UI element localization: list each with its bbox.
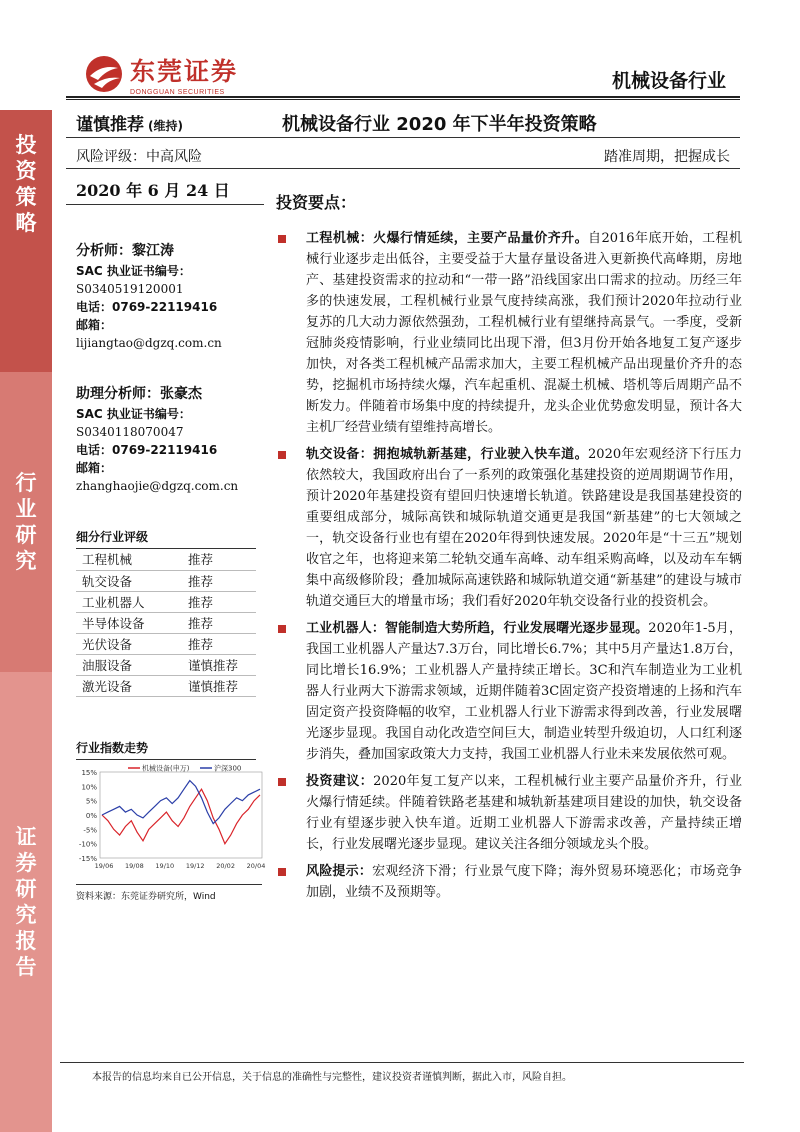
point-text: 自2016年底开始，工程机械行业逐步走出低谷，主要受益于大量存量设备进入更新换代高峰期，房地产、基建投资需求的拉动和“一带一路”沿线国家出口需求的拉动。历经三年多的快速发展，工程机械行业景气度持续高涨，我们预计2020年拉动行业复苏的几大动力源依然强劲，工程机械行业有望继持高景气。一季度，受新冠肺炎疫情影响，行业业绩同比出现下滑，但3月份开始各地复工复产逐步加快，对各类工程机械产品需求加大，主要工程机械产品出现量价齐升的态势，挖掘机市场持续火爆，汽车起重机、混凝土机械、塔机等后周期产品不断发力。伴随着市场集中度的持续提升，龙头企业优势愈发明显，预计各大主机厂经营业绩有望维持高增长。 bbox=[306, 231, 742, 435]
y-tick-label: -15% bbox=[78, 855, 97, 863]
y-tick-label: 5% bbox=[85, 797, 97, 806]
rating-note: (维持) bbox=[148, 119, 183, 133]
analyst-card bbox=[76, 242, 266, 352]
index-trend-chart bbox=[76, 760, 266, 880]
rating-cell: 推荐 bbox=[188, 633, 256, 654]
email-label: 邮箱： bbox=[76, 318, 113, 332]
x-tick-label: 20/04 bbox=[246, 862, 266, 870]
section-band-strategy bbox=[0, 110, 52, 372]
bullet-square-icon bbox=[278, 868, 286, 876]
plot-frame bbox=[100, 772, 262, 858]
point-lead: 风险提示： bbox=[306, 864, 373, 879]
section-band-report bbox=[0, 672, 52, 1132]
sector-cell: 半导体设备 bbox=[76, 612, 188, 633]
sector-cell: 油服设备 bbox=[76, 654, 188, 675]
date-rule bbox=[66, 204, 264, 205]
band-char: 研 bbox=[15, 877, 37, 901]
email-label: 邮箱： bbox=[76, 461, 113, 475]
point-text: 2020年宏观经济下行压力依然较大，我国政府出台了一系列的政策强化基建投资的逆周期调节作用，预计2020年基建投资有望回归快速增长轨道。铁路建设是我国基建投资的重要组成部分，城际高铁和城际轨道交通更是我国“新基建”的七大领域之一，轨交设备行业也有望在2020年得到快速发展。2020年是“十三五”规划收官之年，也将迎来第二轮轨交通车高峰、动车组采购高峰，以及动车车辆集中高级修阶段；叠加城际高速铁路和城际轨道交通“新基建”的建设与城市轨道交通巨大的增量市场；我们看好2020年轨交设备行业的投资机会。 bbox=[306, 447, 742, 609]
series-line bbox=[102, 781, 260, 824]
table-row bbox=[76, 549, 256, 570]
point-industrial-robot bbox=[276, 618, 742, 765]
band-char: 业 bbox=[15, 497, 37, 521]
x-tick-label: 19/12 bbox=[185, 862, 205, 870]
bullet-square-icon bbox=[278, 778, 286, 786]
legend-label: 沪深300 bbox=[214, 764, 242, 773]
point-text: 2020年1-5月，我国工业机器人产量达7.3万台，同比增长6.7%；其中5月产量达1.8万台，同比增长16.9%；工业机器人产量持续正增长。3C和汽车制造业为工业机器人行业两大下游需求领域，近期伴随着3C固定资产投资增速的上扬和汽车固定资产投资降幅的收窄，工业机器人行业下游需求得到改善，行业发展曙光逐步显现。我国自动化改造空间巨大，制造业转型升级迫切，人口红利逐步消失，叠加国家政策大力支持，我国工业机器人行业未来发展依然可观。 bbox=[306, 621, 742, 762]
table-row bbox=[76, 633, 256, 654]
bullet-square-icon bbox=[278, 625, 286, 633]
key-points bbox=[276, 228, 742, 909]
band-char: 究 bbox=[15, 903, 37, 927]
rating-cell: 谨慎推荐 bbox=[188, 675, 256, 696]
sector-cell: 工业机器人 bbox=[76, 591, 188, 612]
point-text: 2020年复工复产以来，工程机械行业主要产品量价齐升，行业火爆行情延续。伴随着铁路老基建和城轨新基建项目建设的加快，轨交设备行业有望逐步驶入快车道。近期工业机器人下游需求改善，产量持续正增长，行业发展曙光逐步显现。建议关注各细分领域龙头个股。 bbox=[306, 774, 742, 852]
band-char: 券 bbox=[15, 851, 37, 875]
analyst-name: 助理分析师：张豪杰 bbox=[76, 386, 202, 402]
y-tick-label: 10% bbox=[81, 783, 97, 792]
point-risk-warning bbox=[276, 861, 742, 903]
table-row bbox=[76, 675, 256, 696]
sac-label: SAC 执业证书编号： bbox=[76, 407, 191, 421]
company-logo bbox=[84, 52, 238, 96]
band-char: 略 bbox=[15, 211, 37, 235]
sub-industry-rating-title: 细分行业评级 bbox=[76, 528, 256, 549]
band-char: 究 bbox=[15, 549, 37, 573]
point-lead: 工业机器人：智能制造大势所趋，行业发展曙光逐步显现。 bbox=[306, 621, 649, 636]
sector-cell: 激光设备 bbox=[76, 675, 188, 696]
point-investment-advice bbox=[276, 771, 742, 855]
bullet-square-icon bbox=[278, 451, 286, 459]
disclaimer: 本报告的信息均来自已公开信息，关于信息的准确性与完整性，建议投资者谨慎判断，据此入市，风险自担。 bbox=[92, 1072, 572, 1083]
title-rule bbox=[66, 137, 740, 138]
industry-label: 机械设备行业 bbox=[611, 70, 726, 92]
x-tick-label: 19/08 bbox=[125, 862, 144, 870]
index-trend-title: 行业指数走势 bbox=[76, 739, 256, 760]
rating-cell: 推荐 bbox=[188, 612, 256, 633]
rating-cell: 推荐 bbox=[188, 549, 256, 570]
table-row bbox=[76, 654, 256, 675]
rating bbox=[76, 110, 183, 135]
subtitle-rule bbox=[66, 168, 740, 169]
point-lead: 投资建议： bbox=[306, 774, 374, 789]
band-char: 报 bbox=[15, 929, 37, 953]
rating-cell: 推荐 bbox=[188, 570, 256, 591]
header-rule bbox=[66, 96, 740, 98]
point-construction-machinery bbox=[276, 228, 742, 438]
sac-number: S0340519120001 bbox=[76, 282, 184, 296]
point-rail-equipment bbox=[276, 444, 742, 612]
band-char: 资 bbox=[15, 159, 37, 183]
y-tick-label: 0% bbox=[85, 812, 97, 820]
table-row bbox=[76, 570, 256, 591]
bullet-square-icon bbox=[278, 235, 286, 243]
report-date: 2020 年 6 月 24 日 bbox=[76, 181, 230, 200]
assistant-analyst-card bbox=[76, 385, 266, 495]
y-tick-label: -5% bbox=[83, 826, 97, 835]
analyst-name: 分析师：黎江涛 bbox=[76, 243, 174, 259]
sector-cell: 轨交设备 bbox=[76, 570, 188, 591]
risk-level: 风险评级：中高风险 bbox=[76, 149, 202, 165]
header-rule-thin bbox=[66, 99, 740, 100]
rating-cell: 谨慎推荐 bbox=[188, 654, 256, 675]
point-text: 宏观经济下滑；行业景气度下降；海外贸易环境恶化；市场竞争加剧，业绩不及预期等。 bbox=[306, 864, 742, 900]
company-name-en: DONGGUAN SECURITIES bbox=[130, 89, 225, 96]
sector-cell: 工程机械 bbox=[76, 549, 188, 570]
y-tick-label: 15% bbox=[81, 769, 97, 777]
analyst-email[interactable]: lijiangtao@dgzq.com.cn bbox=[76, 336, 222, 350]
sac-number: S0340118070047 bbox=[76, 425, 184, 439]
x-tick-label: 20/02 bbox=[216, 862, 235, 870]
table-row bbox=[76, 612, 256, 633]
sub-industry-rating-table bbox=[76, 528, 256, 697]
band-char: 证 bbox=[15, 825, 37, 849]
report-subtitle: 踏准周期，把握成长 bbox=[604, 149, 730, 165]
key-points-title: 投资要点： bbox=[276, 193, 357, 212]
band-char: 策 bbox=[15, 185, 37, 209]
sector-cell: 光伏设备 bbox=[76, 633, 188, 654]
rating-cell: 推荐 bbox=[188, 591, 256, 612]
analyst-phone: 电话：0769-22119416 bbox=[76, 443, 218, 457]
table-row bbox=[76, 591, 256, 612]
sac-label: SAC 执业证书编号： bbox=[76, 264, 191, 278]
report-title: 机械设备行业 2020 年下半年投资策略 bbox=[282, 114, 597, 135]
x-tick-label: 19/10 bbox=[155, 862, 175, 870]
section-band-industry bbox=[0, 372, 52, 672]
legend-label: 机械设备(申万) bbox=[142, 764, 190, 773]
band-char: 行 bbox=[15, 471, 37, 495]
x-tick-label: 19/06 bbox=[94, 862, 114, 870]
analyst-email[interactable]: zhanghaojie@dgzq.com.cn bbox=[76, 479, 239, 493]
point-lead: 轨交设备：拥抱城轨新基建，行业驶入快车道。 bbox=[306, 447, 589, 462]
band-char: 投 bbox=[15, 133, 37, 157]
chart-source: 资料来源：东莞证券研究所，Wind bbox=[76, 884, 262, 902]
point-lead: 工程机械：火爆行情延续，主要产品量价齐升。 bbox=[306, 231, 589, 246]
y-tick-label: -10% bbox=[78, 840, 97, 849]
band-char: 告 bbox=[15, 955, 37, 979]
band-char: 研 bbox=[15, 523, 37, 547]
analyst-phone: 电话：0769-22119416 bbox=[76, 300, 218, 314]
company-name-cn: 东莞证券 bbox=[130, 57, 239, 86]
logo-mark-icon bbox=[84, 54, 124, 94]
rating-value: 谨慎推荐 bbox=[76, 115, 144, 135]
footer-rule bbox=[60, 1062, 744, 1063]
